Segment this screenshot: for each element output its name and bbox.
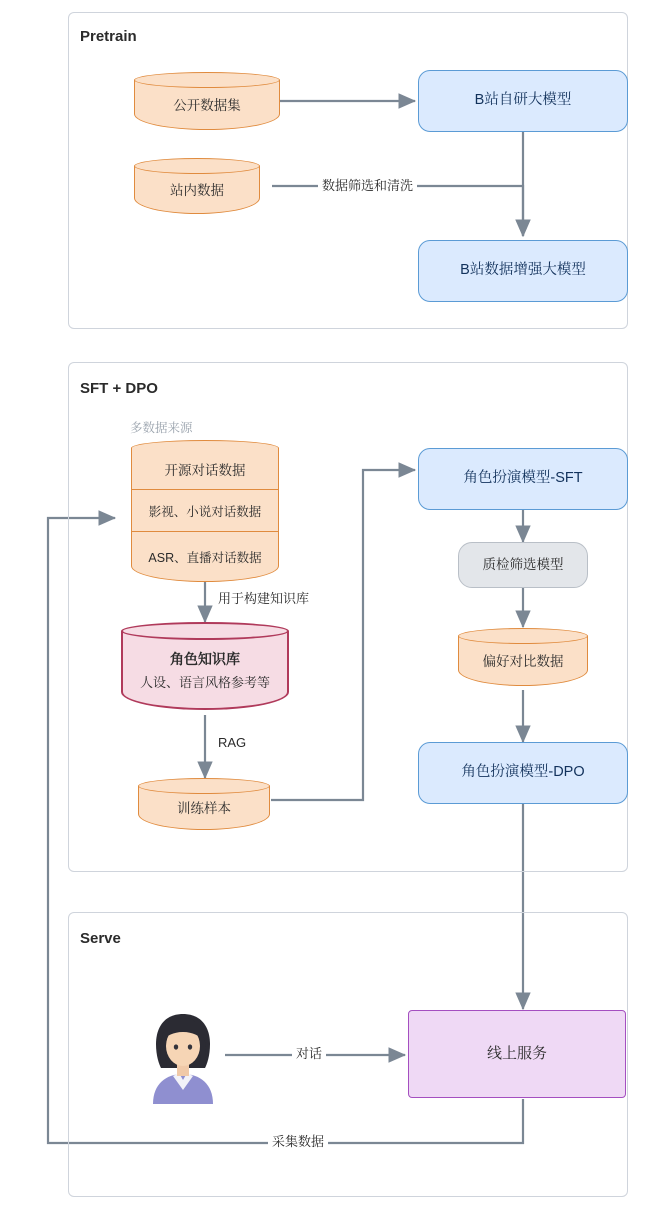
kb-subtitle: 人设、语言风格参考等 [139, 675, 270, 690]
user-avatar [140, 1008, 226, 1104]
node-internal-data-label: 站内数据 [170, 183, 224, 198]
node-role-knowledge-base-labels [121, 622, 289, 710]
node-sft-model[interactable]: 角色扮演模型-SFT [418, 448, 628, 510]
node-base-model[interactable]: B站自研大模型 [418, 70, 628, 132]
edge-label-filter-clean: 数据筛选和清洗 [318, 175, 417, 194]
edge-label-collect-data: 采集数据 [268, 1131, 328, 1150]
kb-title: 角色知识库 [170, 651, 240, 667]
node-source-1[interactable]: 开源对话数据 [131, 448, 279, 490]
node-source-stack[interactable] [131, 440, 279, 582]
avatar-icon [140, 1008, 226, 1104]
node-online-service[interactable]: 线上服务 [408, 1010, 626, 1098]
group-pretrain-title: Pretrain [80, 28, 137, 45]
edge-label-rag: RAG [214, 735, 250, 750]
group-sft-dpo-title: SFT + DPO [80, 380, 158, 397]
node-training-samples[interactable] [138, 778, 270, 830]
node-source-2[interactable]: 影视、小说对话数据 [131, 490, 279, 532]
group-serve-title: Serve [80, 930, 121, 947]
note-multi-source: 多数据来源 [130, 421, 193, 435]
node-enhanced-model[interactable]: B站数据增强大模型 [418, 240, 628, 302]
node-training-samples-label: 训练样本 [177, 801, 231, 816]
node-public-dataset-label: 公开数据集 [173, 98, 241, 113]
edge-label-build-kb: 用于构建知识库 [214, 588, 313, 607]
node-source-3[interactable]: ASR、直播对话数据 [131, 532, 279, 582]
node-preference-data-label: 偏好对比数据 [482, 654, 564, 669]
node-preference-data[interactable] [458, 628, 588, 686]
edge-label-dialog: 对话 [292, 1043, 326, 1062]
node-dpo-model[interactable]: 角色扮演模型-DPO [418, 742, 628, 804]
node-public-dataset[interactable] [134, 72, 280, 130]
node-internal-data[interactable] [134, 158, 260, 214]
node-role-knowledge-base[interactable] [121, 622, 289, 710]
node-qc-filter-model[interactable]: 质检筛选模型 [458, 542, 588, 588]
